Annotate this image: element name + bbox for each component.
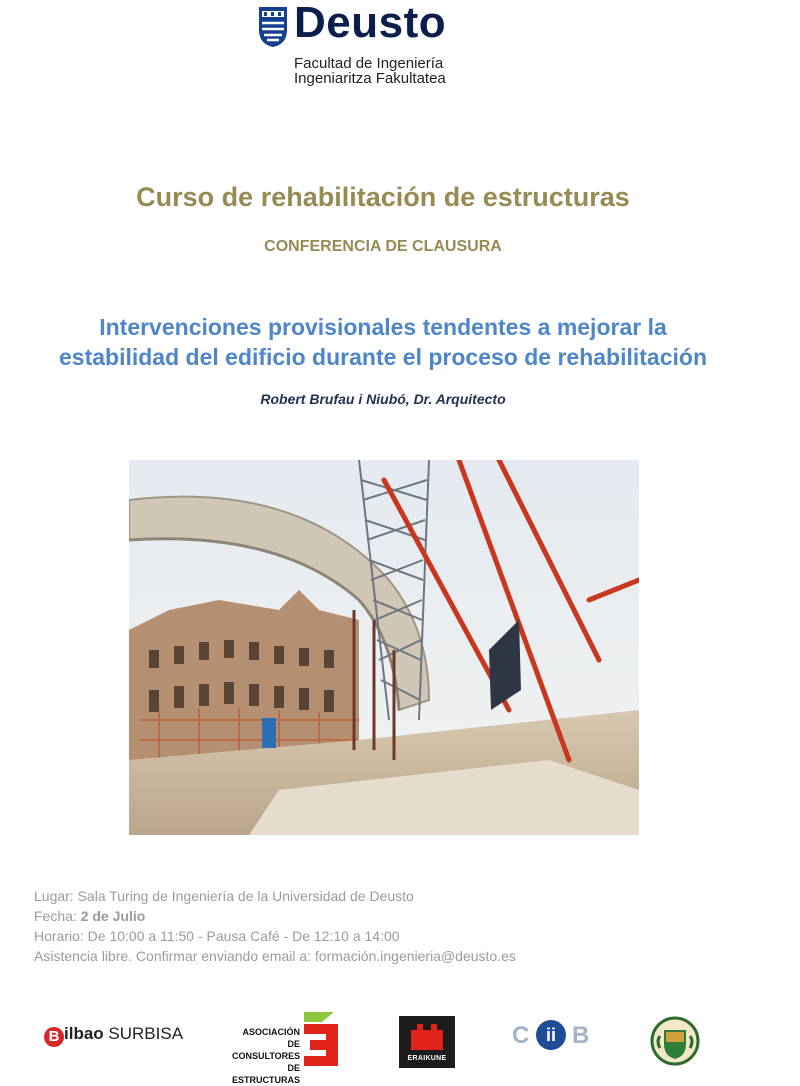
cib-b: B (572, 1022, 590, 1049)
venue: Lugar: Sala Turing de Ingeniería de la Universidad de Deusto (34, 888, 414, 904)
coat-of-arms-seal (650, 1016, 700, 1066)
deusto-logo (258, 0, 488, 88)
course-subtitle: CONFERENCIA DE CLAUSURA (264, 238, 502, 255)
bilbao-surbisa-logo (44, 1024, 183, 1047)
date (34, 906, 516, 926)
bilbao-word: ilbao (64, 1024, 104, 1043)
surbisa-word: SURBISA (108, 1024, 184, 1043)
brand-name: Deusto (294, 0, 447, 47)
seal-emblem-icon (650, 1016, 700, 1066)
event-info (34, 886, 516, 966)
construction-photo-illustration (129, 460, 639, 835)
eraikune-text: ERAIKUNE (407, 1055, 447, 1062)
deusto-shield-icon (258, 6, 288, 48)
acs-text: ASOCIACIÓN DE CONSULTORES DE ESTRUCTURAS (232, 1027, 301, 1085)
cib-logo (512, 1018, 592, 1052)
faculty-name-es: Facultad de Ingeniería (294, 55, 444, 72)
date-value: 2 de Julio (80, 908, 146, 924)
cib-c: C (512, 1022, 530, 1049)
acs-logo (232, 1012, 342, 1085)
bilbao-b-mark: B (44, 1027, 64, 1047)
acs-mark-icon (304, 1012, 340, 1068)
talk-title-line2: estabilidad del edificio durante el proceso de rehabilitación (59, 344, 707, 370)
course-title: Curso de rehabilitación de estructuras (136, 182, 630, 212)
attendance-note: Asistencia libre. Confirmar enviando email a: formación.ingenieria@deusto.es (34, 948, 516, 964)
cib-ii: ii (536, 1020, 566, 1050)
construction-photo (129, 460, 639, 835)
speaker: Robert Brufau i Niubó, Dr. Arquitecto (260, 391, 506, 407)
date-label: Fecha: (34, 908, 81, 924)
talk-title (0, 312, 766, 372)
faculty-name-eu: Ingeniaritza Fakultatea (294, 70, 446, 87)
eraikune-castle-icon (411, 1024, 443, 1050)
schedule: Horario: De 10:00 a 11:50 - Pausa Café - De 12:10 a 14:00 (34, 928, 400, 944)
eraikune-logo (399, 1016, 455, 1068)
talk-title-line1: Intervenciones provisionales tendentes a mejorar la (99, 314, 667, 340)
